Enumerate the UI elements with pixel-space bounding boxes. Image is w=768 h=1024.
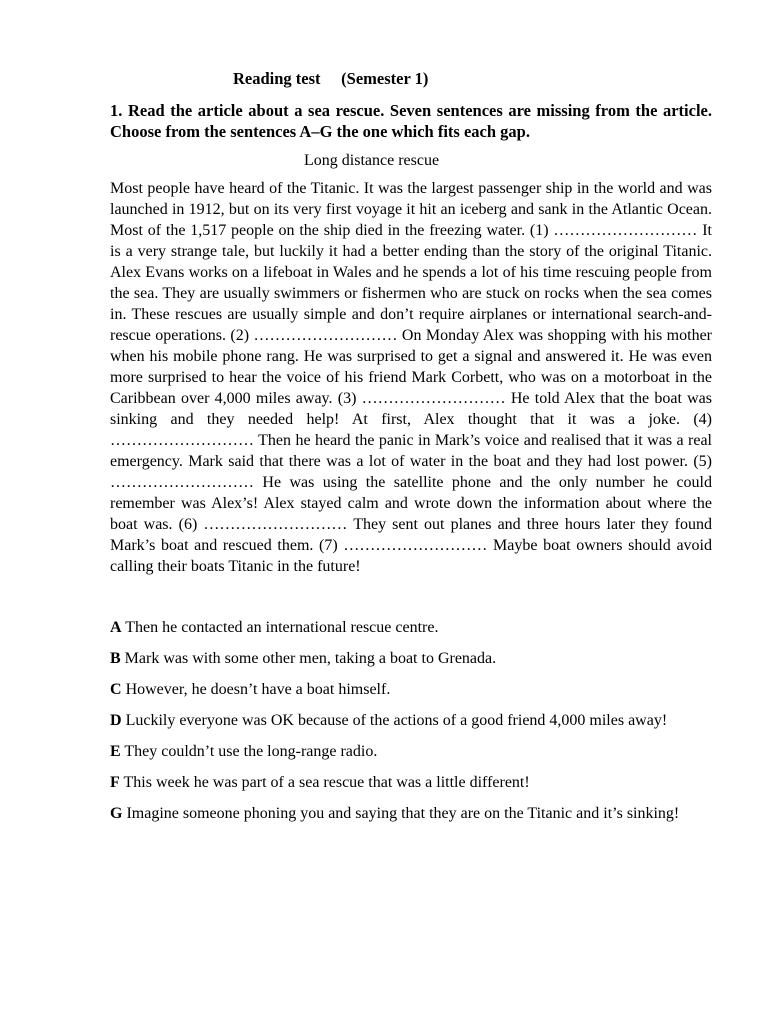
answer-options [110,617,712,824]
option-text: Imagine someone phoning you and saying that they are on the Titanic and it’s sinking! [122,805,680,822]
option-a [110,617,712,638]
option-letter: C [110,681,122,698]
option-letter: G [110,805,123,822]
article-title: Long distance rescue [304,152,440,169]
option-g [110,803,712,824]
option-text: This week he was part of a sea rescue that was a little different! [119,774,530,791]
option-letter: D [110,712,122,729]
task-instruction: 1. Read the article about a sea rescue. Seven sentences are missing from the article. Choose from the sentences A–G the one which fits each gap. [110,101,712,141]
option-d [110,710,712,731]
option-e [110,741,712,762]
option-c [110,679,712,700]
option-text: Then he contacted an international rescue centre. [121,619,439,636]
option-text: Luckily everyone was OK because of the actions of a good friend 4,000 miles away! [121,712,668,729]
option-letter: F [110,774,120,791]
option-f [110,772,712,793]
option-text: Mark was with some other men, taking a boat to Grenada. [120,650,497,667]
option-letter: B [110,650,121,667]
option-letter: E [110,743,121,760]
option-letter: A [110,619,122,636]
option-text: They couldn’t use the long-range radio. [120,743,378,760]
option-text: However, he doesn’t have a boat himself. [121,681,391,698]
option-b [110,648,712,669]
article-body: Most people have heard of the Titanic. It was the largest passenger ship in the world and was launched in 1912, but on its very first voyage it hit an iceberg and sank in the Atlantic Ocean. Most of the 1,517 people on the ship died in the freezing water. (1) ……………………… It is a very strange tale, but luckily it had a better ending than the story of the original Titanic. Alex Evans works on a lifeboat in Wales and he spends a lot of his time rescuing people from the sea. They are usually swimmers or fishermen who are stuck on rocks when the sea comes in. These rescues are usually simple and don’t require airplanes or international search-and-rescue operations. (2) ……………………… On Monday Alex was shopping with his mother when his mobile phone rang. He was surprised to get a signal and answered it. He was even more surprised to hear the voice of his friend Mark Corbett, who was on a motorboat in the Caribbean over 4,000 miles away. (3) ……………………… He told Alex that the boat was sinking and they needed help! At first, Alex thought that it was a joke. (4) ……………………… Then he heard the panic in Mark’s voice and realised that it was a real emergency. Mark said that there was a lot of water in the boat and they had lost power. (5) ……………………… He was using the satellite phone and the only number he could remember was Alex’s! Alex stayed calm and wrote down the information about where the boat was. (6) ……………………… They sent out planes and three hours later they found Mark’s boat and rescued them. (7) ……………………… Maybe boat owners should avoid calling their boats Titanic in the future! [110,180,712,575]
page-title: Reading test (Semester 1) [233,69,429,88]
